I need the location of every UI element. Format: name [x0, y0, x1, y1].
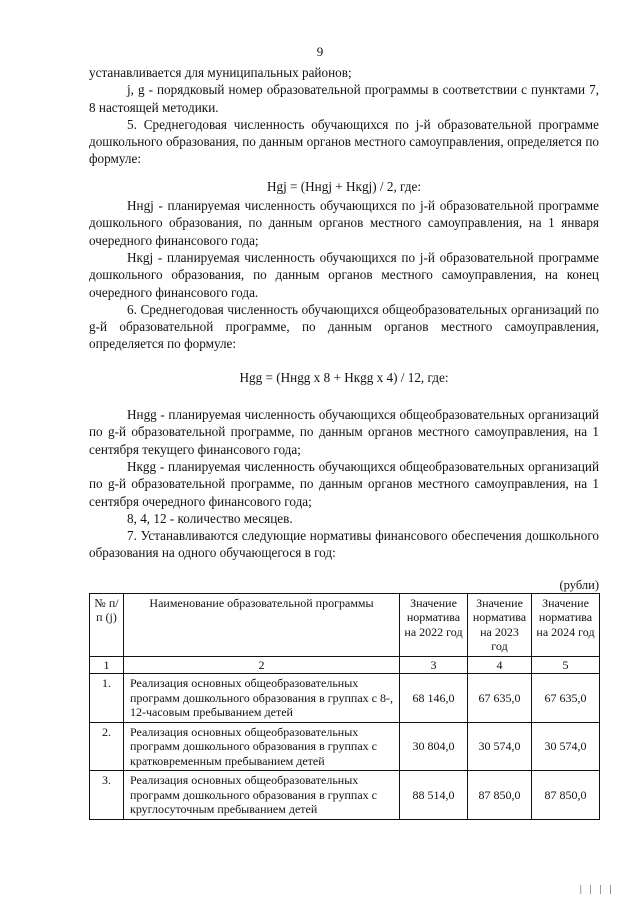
- table-row: [90, 771, 600, 820]
- paragraph-nkgg-definition: Нкgg - планируемая численность обучающихся общеобразовательных организаций по g-й образовательной программе, по данным органов местного самоуправления, на 1 сентября очередного финансового года;: [89, 458, 599, 509]
- program-name: Реализация основных общеобразовательных программ дошкольного образования в группах с круглосуточным пребыванием детей: [124, 771, 400, 820]
- index-cell: 5: [532, 656, 600, 674]
- value-2022: 88 514,0: [400, 771, 468, 820]
- index-cell: 3: [400, 656, 468, 674]
- paragraph-months: 8, 4, 12 - количество месяцев.: [127, 510, 293, 526]
- row-number: 2.: [90, 722, 124, 771]
- header-value-2023: Значение норматива на 2023 год: [468, 593, 532, 656]
- paragraph-nngj-definition: Ннgj - планируемая численность обучающихся по j-й образовательной программе дошкольного образования, по данным органов местного самоуправления, на 1 января очередного финансового года;: [89, 198, 599, 248]
- header-value-2024: Значение норматива на 2024 год: [532, 593, 600, 656]
- value-2024: 67 635,0: [532, 674, 600, 723]
- header-value-2022: Значение норматива на 2022 год: [400, 593, 468, 656]
- table-row: [90, 674, 600, 723]
- formula-1: Нgj = (Ннgj + Нкgj) / 2, где:: [266, 178, 422, 194]
- row-number: 1.: [90, 674, 124, 723]
- paragraph-continuation: устанавливается для муниципальных районов;: [89, 65, 352, 80]
- table-index-row: [90, 656, 600, 674]
- formula-2: Нgg = (Ннgg х 8 + Нкgg х 4) / 12, где:: [239, 369, 449, 385]
- value-2022: 30 804,0: [400, 722, 468, 771]
- index-cell: 2: [124, 656, 400, 674]
- paragraph-nkgj-definition: Нкgj - планируемая численность обучающихся по j-й образовательной программе дошкольного образования, по данным органов местного самоуправления, на конец очередного финансового года.: [89, 249, 599, 300]
- paragraph-jg-definition: j, g - порядковый номер образовательной программы в соответствии с пунктами 7, 8 настоящей методики.: [89, 82, 599, 115]
- page-number: 9: [316, 44, 324, 59]
- table-header-row: [90, 593, 600, 656]
- value-2023: 30 574,0: [468, 722, 532, 771]
- program-name: Реализация основных общеобразовательных программ дошкольного образования в группах с 8-, 12-часовым пребыванием детей: [124, 674, 400, 723]
- norms-table: [89, 593, 600, 820]
- paragraph-nngg-definition: Ннgg - планируемая численность обучающихся общеобразовательных организаций по g-й образовательной программе, по данным органов местного самоуправления, на 1 сентября текущего финансового года;: [89, 407, 599, 457]
- value-2023: 67 635,0: [468, 674, 532, 723]
- header-number: № п/п (j): [90, 593, 124, 656]
- header-program-name: Наименование образовательной программы: [124, 593, 400, 656]
- paragraph-7: 7. Устанавливаются следующие нормативы финансового обеспечения дошкольного образования на одного обучающегося в год:: [89, 528, 599, 561]
- program-name: Реализация основных общеобразовательных программ дошкольного образования в группах с кратковременным пребыванием детей: [124, 722, 400, 771]
- footer-marks: | | | |: [579, 885, 614, 895]
- value-2024: 87 850,0: [532, 771, 600, 820]
- value-2024: 30 574,0: [532, 722, 600, 771]
- row-number: 3.: [90, 771, 124, 820]
- index-cell: 1: [90, 656, 124, 674]
- value-2023: 87 850,0: [468, 771, 532, 820]
- paragraph-6: 6. Среднегодовая численность обучающихся общеобразовательных организаций по g-й образовательной программе, по данным органов местного самоуправления, определяется по формуле:: [89, 301, 599, 352]
- value-2022: 68 146,0: [400, 674, 468, 723]
- table-row: [90, 722, 600, 771]
- document-body: [89, 64, 599, 820]
- index-cell: 4: [468, 656, 532, 674]
- paragraph-5: 5. Среднегодовая численность обучающихся по j-й образовательной программе дошкольного образования, по данным органов местного самоуправления, определяется по формуле:: [89, 116, 599, 167]
- table-units: (рубли): [559, 577, 599, 592]
